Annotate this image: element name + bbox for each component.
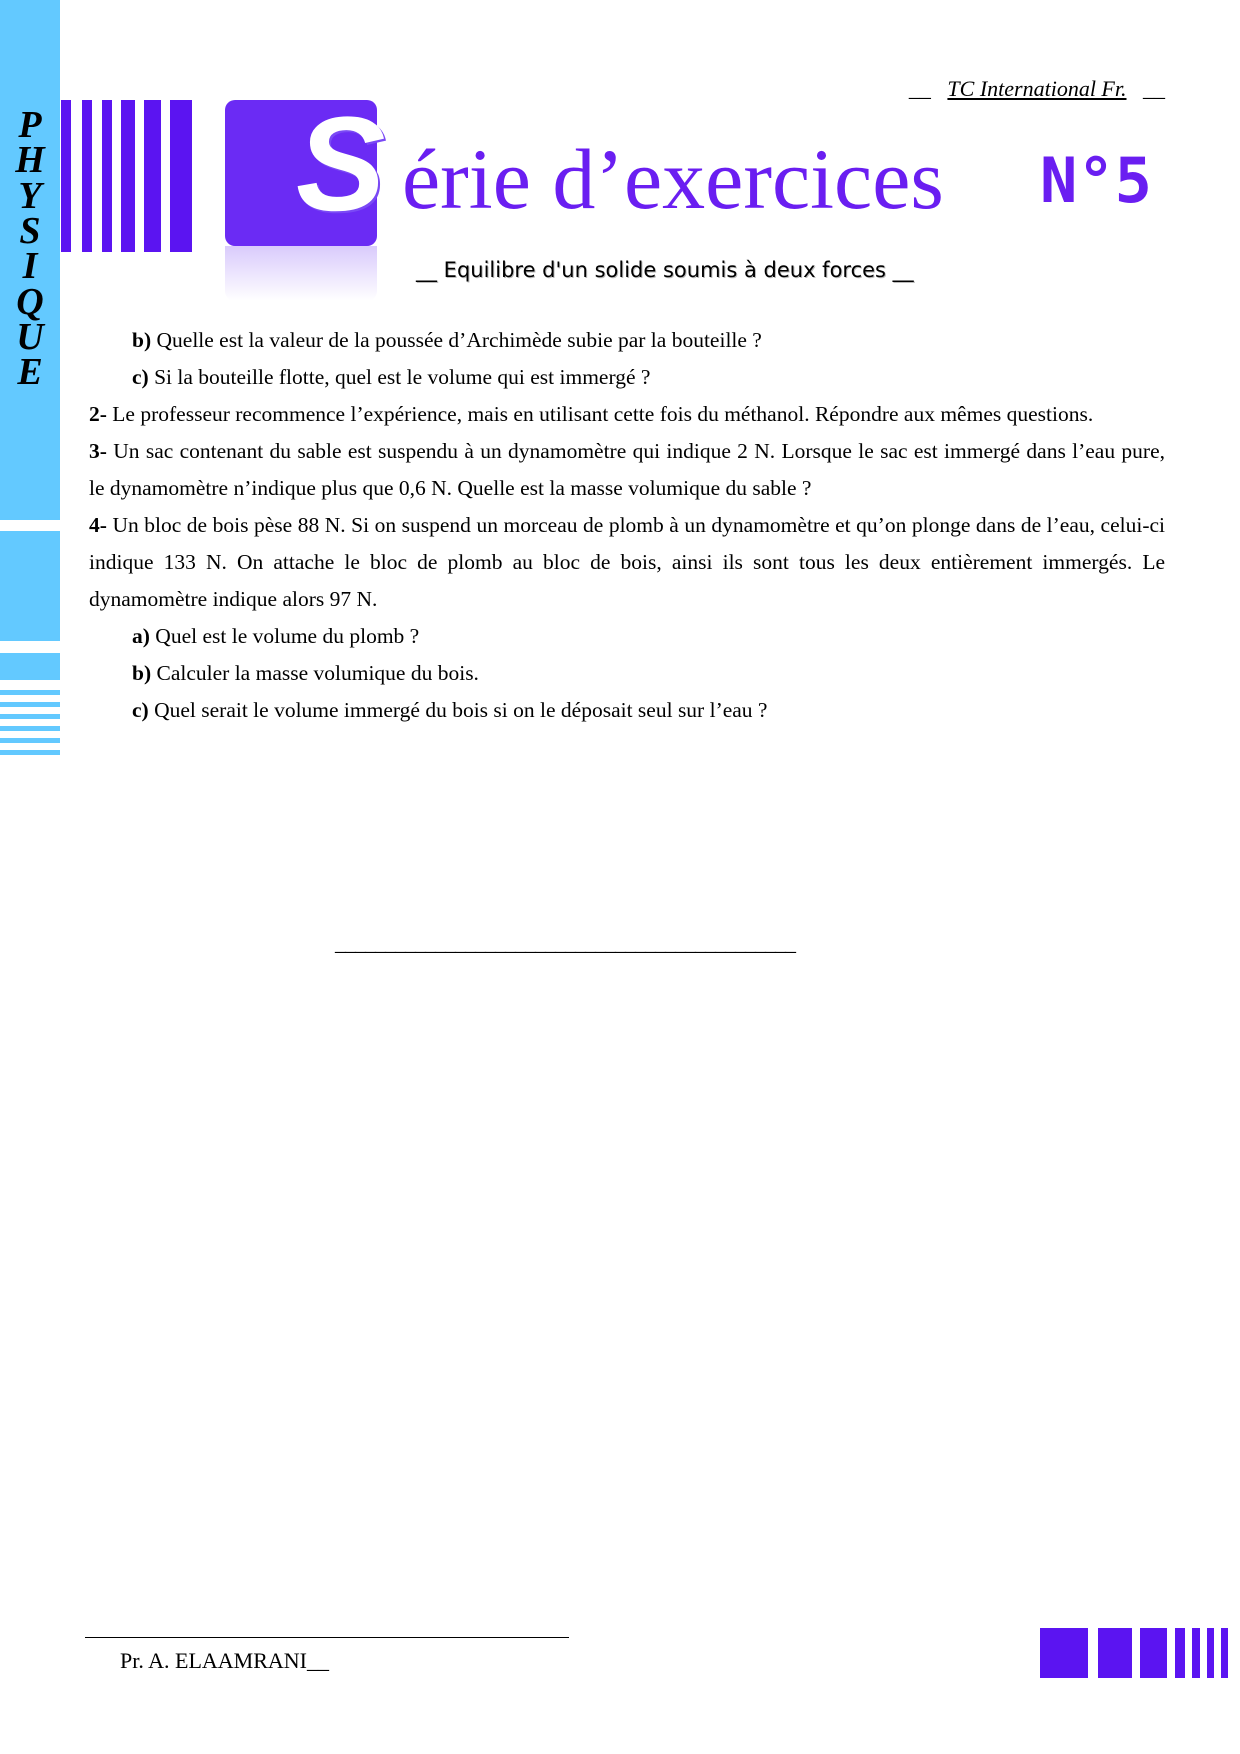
footer-block (1175, 1628, 1185, 1678)
subject-letter: U (16, 315, 44, 358)
side-banner-stripe (0, 738, 60, 743)
school-name: TC International Fr. (947, 76, 1127, 101)
footer-block (1192, 1628, 1200, 1678)
footer-rule (85, 1637, 569, 1638)
side-banner-stripe (0, 690, 60, 695)
header-bar (121, 100, 135, 252)
subject-vertical-title (0, 104, 60, 394)
question-item: c) Si la bouteille flotte, quel est le volume qui est immergé ? (132, 365, 651, 389)
subject-letter: Y (18, 174, 42, 217)
subject-letter: H (15, 139, 45, 182)
school-tag: __ TC International Fr. __ (908, 76, 1165, 101)
question-item: c) Quel serait le volume immergé du bois si on le déposait seul sur l’eau ? (132, 698, 768, 722)
footer-block (1221, 1628, 1228, 1678)
header-bar (61, 100, 71, 252)
end-separator: ______________________________________________ (335, 930, 795, 955)
footer-block (1140, 1628, 1167, 1678)
logo-reflection (225, 246, 377, 301)
question-item: a) Quel est le volume du plomb ? (132, 624, 420, 648)
logo-letter: S (296, 90, 386, 239)
header-bar (170, 100, 192, 252)
subject-letter: Q (16, 280, 44, 323)
side-banner-stripe (0, 702, 60, 707)
exercise-item: 3- Un sac contenant du sable est suspendu à un dynamomètre qui indique 2 N. Lorsque le sac est immergé dans l’eau pure, le dynamomètre n’indique plus que 0,6 N. Quelle est la masse volumique du sable ? (89, 439, 1165, 500)
subject-letter: P (18, 104, 42, 146)
side-banner-block (0, 531, 60, 641)
page-title: érie d’exercices (402, 131, 944, 227)
exercise-content (89, 322, 1165, 729)
footer-block (1098, 1628, 1132, 1678)
exercise-item: 4- Un bloc de bois pèse 88 N. Si on suspend un morceau de plomb à un dynamomètre et qu’on plonge dans de l’eau, celui-ci indique 133 N. On attache le bloc de plomb au bloc de bois, ainsi ils sont tous les deux entièrement immergés. Le dynamomètre indique alors 97 N. (89, 513, 1165, 611)
exercise-item: 2- Le professeur recommence l’expérience, mais en utilisant cette fois du méthanol. Répondre aux mêmes questions. (89, 402, 1094, 426)
subject-letter: I (22, 245, 38, 288)
question-item: b) Calculer la masse volumique du bois. (132, 661, 479, 685)
header-bar (102, 100, 112, 252)
series-number: N°5 (1040, 144, 1152, 217)
header-bar (82, 100, 92, 252)
subject-letter: S (19, 209, 41, 252)
side-banner-stripe (0, 750, 60, 755)
question-item: b) Quelle est la valeur de la poussée d’Archimède subie par la bouteille ? (132, 328, 762, 352)
header-bar (144, 100, 161, 252)
footer-block (1207, 1628, 1214, 1678)
author-signature: Pr. A. ELAAMRANI__ (120, 1648, 330, 1673)
footer-block (1040, 1628, 1088, 1678)
page-subtitle: __ Equilibre d'un solide soumis à deux forces __ (416, 258, 914, 282)
side-banner-stripe (0, 726, 60, 731)
side-banner-block (0, 653, 60, 680)
subject-letter: E (17, 351, 43, 394)
side-banner-stripe (0, 714, 60, 719)
